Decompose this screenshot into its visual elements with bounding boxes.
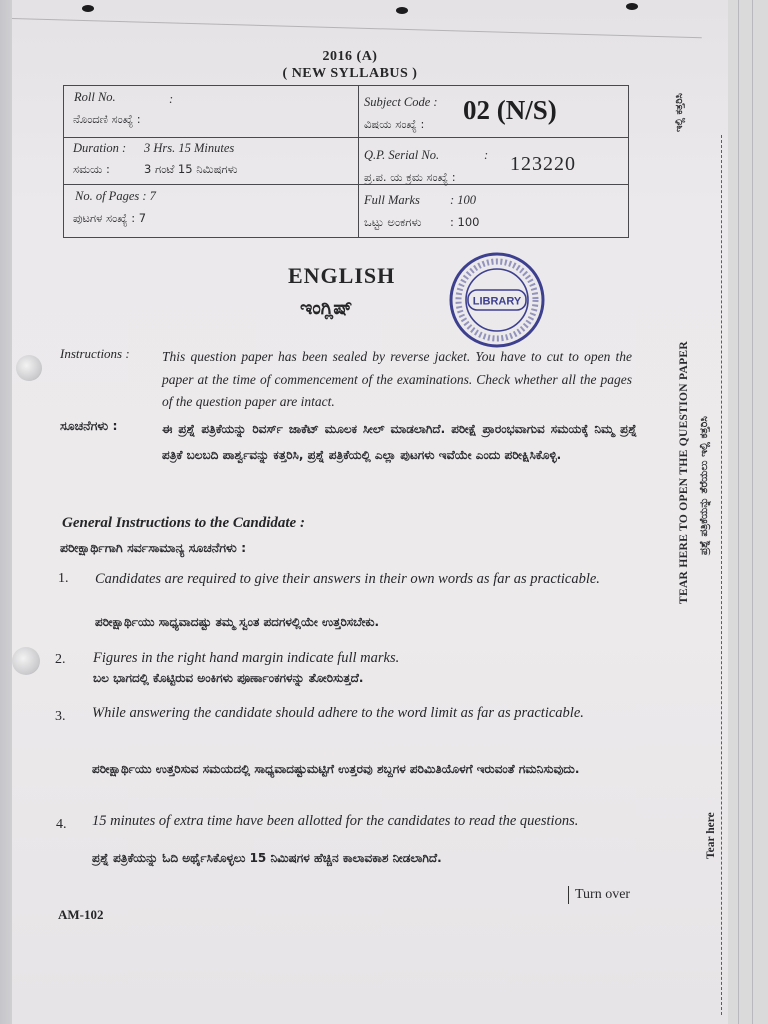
punch-hole	[16, 355, 42, 381]
pin-mark	[626, 3, 638, 10]
subject-title: ENGLISH	[288, 263, 396, 288]
duration-value-kn: 3 ಗಂಟೆ 15 ನಿಮಿಷಗಳು	[144, 162, 238, 176]
pages-label-kn: ಪುಟಗಳ ಸಂಖ್ಯೆ : 7	[73, 211, 147, 225]
serial-value: 123220	[510, 153, 576, 175]
duration-value: 3 Hrs. 15 Minutes	[144, 141, 235, 155]
sheet-edge	[738, 0, 739, 1024]
punch-hole	[12, 647, 40, 675]
duration-label-kn: ಸಮಯ :	[73, 162, 110, 176]
subject-code-label: Subject Code :	[364, 95, 438, 109]
tear-line	[721, 135, 722, 1015]
serial-label-kn: ಪ್ರ.ಪ. ಯ ಕ್ರಮ ಸಂಖ್ಯೆ :	[364, 170, 456, 184]
seal-label: LIBRARY	[472, 295, 522, 308]
pin-mark	[396, 7, 408, 14]
library-seal	[448, 251, 546, 349]
table-divider	[358, 86, 359, 237]
instructions-text-kn: ಈ ಪ್ರಶ್ನೆ ಪತ್ರಿಕೆಯನ್ನು ರಿವರ್ಸ್ ಜಾಕೆಟ್ ಮೂಲಕ ಸೀಲ್ ಮಾಡಲಾಗಿದೆ. ಪರೀಕ್ಷೆ ಪ್ರಾರಂಭವಾಗುವ ಸಮಯಕ್ಕೆ ನಿಮ್ಮ ಪ್ರಶ್ನೆ ಪತ್ರಿಕೆ ಬಲಬದಿ ಪಾರ್ಶ್ವವನ್ನು ಕತ್ತರಿಸಿ, ಪ್ರಶ್ನೆ ಪತ್ರಿಕೆಯಲ್ಲಿ ಎಲ್ಲಾ ಪುಟಗಳು ಇವೆಯೇ ಎಂದು ಪರೀಕ್ಷಿಸಿಕೊಳ್ಳಿ.	[162, 422, 637, 462]
marks-value: : 100	[450, 193, 477, 207]
syllabus-label: ( NEW SYLLABUS )	[282, 66, 418, 81]
general-heading-kn: ಪರೀಕ್ಷಾರ್ಥಿಗಾಗಿ ಸರ್ವಸಾಮಾನ್ಯ ಸೂಚನೆಗಳು :	[60, 540, 247, 555]
exam-year: 2016 (A)	[322, 49, 378, 64]
marks-label-kn: ಒಟ್ಟು ಅಂಕಗಳು	[364, 215, 422, 229]
pin-mark	[82, 5, 94, 12]
table-divider	[64, 137, 628, 138]
tear-here-label: Tear here	[705, 812, 717, 860]
duration-label: Duration :	[73, 141, 127, 155]
table-divider	[64, 184, 628, 185]
general-heading: General Instructions to the Candidate :	[62, 515, 305, 531]
instructions-text: This question paper has been sealed by reverse jacket. You have to cut to open the paper at the time of commencement of the examinations. Check whether all the pages of the question paper are intact.	[162, 349, 632, 409]
marks-label: Full Marks	[364, 193, 420, 207]
marks-value-kn: : 100	[450, 215, 480, 229]
subject-title-kn: ಇಂಗ್ಲಿಷ್	[300, 297, 353, 319]
cut-here-label-kn: ಇಲ್ಲಿ ಕತ್ತರಿಸಿ	[674, 93, 685, 133]
instructions-label: Instructions :	[60, 346, 130, 361]
pages-label: No. of Pages : 7	[75, 189, 156, 203]
item-text-kn: ಪರೀಕ್ಷಾರ್ಥಿಯು ಸಾಧ್ಯವಾದಷ್ಟು ತಮ್ಮ ಸ್ವಂತ ಪದಗಳಲ್ಲಿಯೇ ಉತ್ತರಿಸಬೇಕು.	[95, 615, 380, 629]
item-text: 15 minutes of extra time have been allotted for the candidates to read the questions.	[92, 813, 579, 829]
roll-no-label-kn: ನೊಂದಣಿ ಸಂಖ್ಯೆ :	[73, 112, 141, 126]
item-text: Figures in the right hand margin indicate full marks.	[93, 650, 400, 666]
roll-no-label: Roll No.	[74, 90, 116, 104]
item-text: Candidates are required to give their answers in their own words as far as practicable.	[95, 571, 600, 587]
item-text-kn: ಬಲ ಭಾಗದಲ್ಲಿ ಕೊಟ್ಟಿರುವ ಅಂಕಿಗಳು ಪೂರ್ಣಾಂಕಗಳನ್ನು ತೋರಿಸುತ್ತದೆ.	[93, 671, 364, 685]
item-number: 4.	[56, 817, 67, 832]
item-text-kn: ಪ್ರಶ್ನೆ ಪತ್ರಿಕೆಯನ್ನು ಓದಿ ಅರ್ಥೈಸಿಕೊಳ್ಳಲು 15 ನಿಮಿಷಗಳ ಹೆಚ್ಚಿನ ಕಾಲಾವಕಾಶ ನೀಡಲಾಗಿದೆ.	[92, 851, 442, 865]
serial-colon: :	[484, 148, 489, 162]
serial-label: Q.P. Serial No.	[364, 148, 440, 162]
subject-code-value: 02 (N/S)	[463, 95, 557, 125]
item-number: 1.	[58, 571, 69, 586]
instructions-label-kn: ಸೂಚನೆಗಳು :	[60, 418, 118, 433]
tear-open-label-kn: ಪ್ರಶ್ನೆ ಪತ್ರಿಕೆಯನ್ನು ತೆರೆಯಲು ಇಲ್ಲಿ ಕತ್ತರಿಸಿ	[698, 416, 710, 556]
item-number: 3.	[55, 709, 66, 724]
subject-code-label-kn: ವಿಷಯ ಸಂಖ್ಯೆ :	[364, 117, 425, 131]
roll-no-colon: :	[169, 92, 174, 106]
item-text: While answering the candidate should adhere to the word limit as far as practicable.	[92, 705, 584, 721]
item-number: 2.	[55, 652, 66, 667]
turn-over-note: Turn over	[568, 886, 630, 904]
exam-info-table	[63, 85, 629, 238]
sheet-edge	[752, 0, 753, 1024]
paper-code: AM-102	[58, 907, 104, 922]
item-text-kn: ಪರೀಕ್ಷಾರ್ಥಿಯು ಉತ್ತರಿಸುವ ಸಮಯದಲ್ಲಿ ಸಾಧ್ಯವಾದಷ್ಟುಮಟ್ಟಿಗೆ ಉತ್ತರವು ಶಬ್ದಗಳ ಪರಿಮಿತಿಯೊಳಗೆ ಇರುವಂತೆ ಗಮನಿಸುವುದು.	[92, 762, 580, 776]
tear-open-label: TEAR HERE TO OPEN THE QUESTION PAPER	[678, 341, 690, 605]
